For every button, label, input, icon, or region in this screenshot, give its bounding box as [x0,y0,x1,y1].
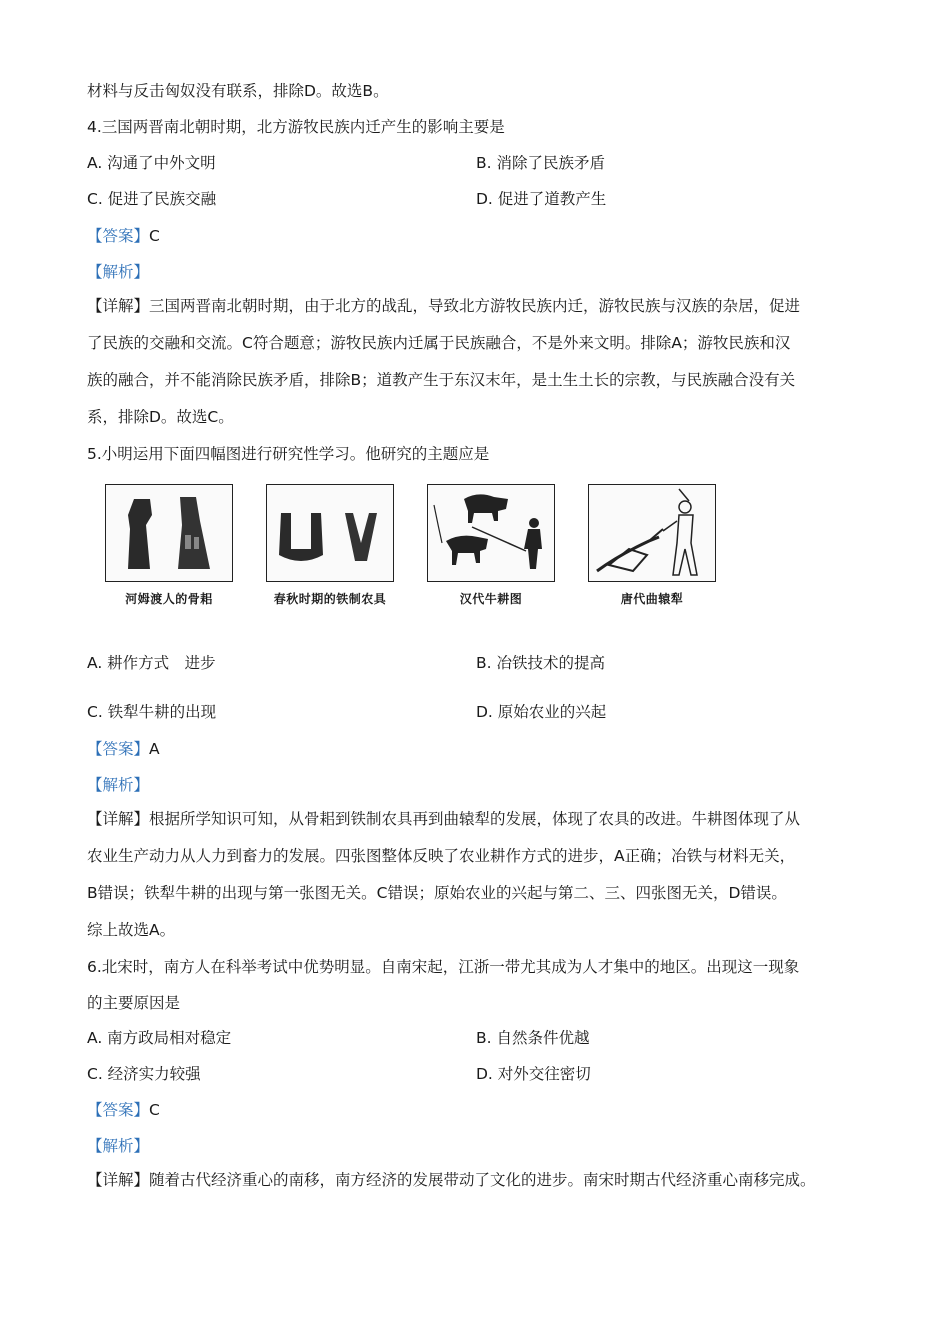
q4-detail-line: 系，排除D。故选C。 [87,408,234,426]
figure-3 [427,484,555,607]
answer-tag: 【答案】 [87,227,150,245]
q5-option-d: D. 原始农业的兴起 [476,703,607,721]
q4-detail [87,295,800,317]
figure-1 [105,484,233,607]
q4-detail-line: 族的融合，并不能消除民族矛盾，排除B；道教产生于东汉末年，是土生土长的宗教，与民族融合没有关 [87,371,796,389]
question-6-line: 的主要原因是 [87,994,181,1012]
q4-option-d: D. 促进了道教产生 [476,190,607,208]
answer-tag: 【答案】 [87,740,150,758]
question-5: 5.小明运用下面四幅图进行研究性学习。他研究的主题应是 [87,445,490,463]
q4-option-b: B. 消除了民族矛盾 [476,154,605,172]
bone-spade-icon [105,484,233,582]
detail-text: 三国两晋南北朝时期，由于北方的战乱，导致北方游牧民族内迁，游牧民族与汉族的杂居，促进 [149,297,801,315]
detail-text: 根据所学知识可知，从骨耜到铁制农具再到曲辕犁的发展，体现了农具的改进。牛耕图体现了从 [149,810,801,828]
curved-plow-icon [588,484,716,582]
q6-option-a: A. 南方政局相对稳定 [87,1029,232,1047]
q4-option-c: C. 促进了民族交融 [87,190,217,208]
figure-caption: 唐代曲辕犁 [620,592,684,606]
detail-tag: 【详解】 [87,810,150,828]
q4-option-a: A. 沟通了中外文明 [87,154,216,172]
q5-option-b: B. 冶铁技术的提高 [476,654,605,672]
q5-detail-line: B错误；铁犁牛耕的出现与第一张图无关。C错误；原始农业的兴起与第二、三、四张图无关，D错误。 [87,884,787,902]
q6-answer [87,1099,160,1121]
q5-detail [87,808,800,830]
q5-option-a: A. 耕作方式 进步 [87,654,216,672]
q5-detail-line: 综上故选A。 [87,921,176,939]
text-line: 材料与反击匈奴没有联系，排除D。故选B。 [87,82,389,100]
answer-value: C [149,227,160,245]
figure-4 [588,484,716,607]
q6-option-d: D. 对外交往密切 [476,1065,591,1083]
q4-answer [87,225,160,247]
q6-option-b: B. 自然条件优越 [476,1029,590,1047]
detail-tag: 【详解】 [87,297,150,315]
figure-2 [266,484,394,607]
ox-plowing-icon [427,484,555,582]
answer-value: A [149,740,160,758]
q6-option-c: C. 经济实力较强 [87,1065,201,1083]
detail-tag: 【详解】 [87,1171,150,1189]
question-4: 4.三国两晋南北朝时期，北方游牧民族内迁产生的影响主要是 [87,118,505,136]
figure-row [105,484,725,614]
figure-caption: 春秋时期的铁制农具 [273,592,387,606]
question-6: 6.北宋时，南方人在科举考试中优势明显。自南宋起，江浙一带尤其成为人才集中的地区。出现这一现象 [87,958,800,976]
detail-text: 随着古代经济重心的南移，南方经济的发展带动了文化的进步。南宋时期古代经济重心南移完成。 [149,1171,816,1189]
iron-tools-icon [266,484,394,582]
q4-detail-line: 了民族的交融和交流。C符合题意；游牧民族内迁属于民族融合，不是外来文明。排除A；游牧民族和汉 [87,334,791,352]
figure-caption: 河姆渡人的骨耜 [125,592,213,606]
answer-value: C [149,1101,160,1119]
answer-tag: 【答案】 [87,1101,150,1119]
q4-analysis-tag: 【解析】 [87,263,150,281]
q5-option-c: C. 铁犁牛耕的出现 [87,703,217,721]
q5-analysis-tag: 【解析】 [87,776,150,794]
q6-analysis-tag: 【解析】 [87,1137,150,1155]
figure-caption: 汉代牛耕图 [459,592,523,606]
q5-detail-line: 农业生产动力从人力到畜力的发展。四张图整体反映了农业耕作方式的进步，A正确；冶铁与材料无关， [87,847,796,865]
q6-detail [87,1169,816,1191]
q5-answer [87,738,160,760]
